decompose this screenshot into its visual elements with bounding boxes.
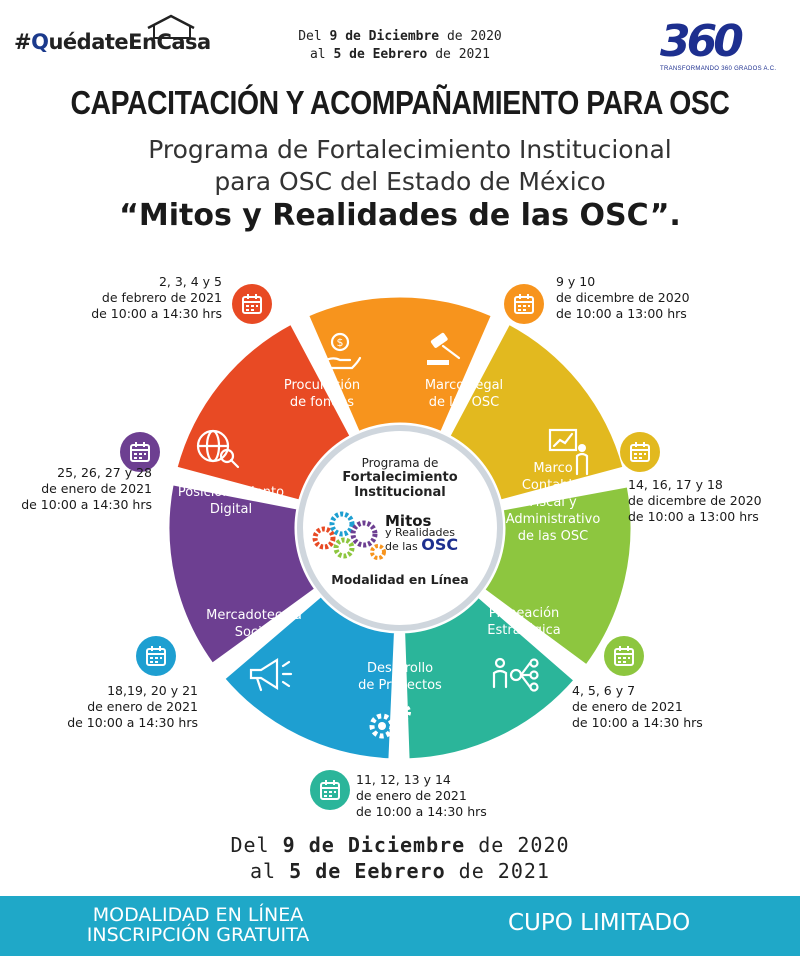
calendar-icon: [136, 636, 176, 676]
segment-label-line: Procuración: [283, 378, 361, 393]
segment-label: [464, 605, 584, 639]
schedule-text: [10, 465, 152, 513]
schedule-text: [572, 683, 712, 731]
schedule-text: [556, 274, 716, 322]
date-range-bottom: Del 9 de Diciembre de 2020 al 5 de Eebrero de 2021: [230, 833, 570, 883]
segment-label-line: Marco: [533, 461, 573, 476]
segment-label: [330, 660, 470, 694]
segment-label: [404, 377, 524, 411]
schedule-line: de 10:00 a 14:30 hrs: [67, 715, 198, 730]
schedule-line: de enero de 2021: [41, 481, 152, 496]
schedule-line: de enero de 2021: [87, 699, 198, 714]
main-heading: CAPACITACIÓN Y ACOMPAÑAMIENTO PARA OSC: [70, 84, 730, 121]
schedule-line: 2, 3, 4 y 5: [158, 274, 222, 289]
schedule-line: de enero de 2021: [572, 699, 683, 714]
segment-label-line: Marco Legal: [424, 378, 504, 393]
gavel-icon: [423, 330, 467, 375]
calendar-icon: [232, 284, 272, 324]
footer-left: MODALIDAD EN LÍNEA INSCRIPCIÓN GRATUITA: [86, 904, 310, 946]
schedule-text: [52, 683, 198, 731]
segment-label-line: Planeación: [488, 606, 560, 621]
schedule-line: 25, 26, 27 y 28: [57, 465, 152, 480]
program-title: Programa de Fortalecimiento Institucional para OSC del Estado de México: [148, 135, 672, 196]
program-subtitle: “Mitos y Realidades de las OSC”.: [119, 198, 681, 233]
segment-label-line: Estratégica: [487, 623, 561, 638]
segment-label-line: Mercadotecnia: [206, 608, 302, 623]
segment-label-line: de las OSC: [517, 529, 589, 544]
schedule-text: [80, 274, 222, 322]
schedule-text: [356, 772, 496, 820]
calendar-icon: [310, 770, 350, 810]
segment-label-line: de las OSC: [428, 395, 500, 410]
schedule-line: de febrero de 2021: [101, 290, 222, 305]
globe-search-icon: [195, 428, 241, 475]
schedule-line: 11, 12, 13 y 14: [356, 772, 451, 787]
center-title: Programa de Fortalecimiento Institucional: [342, 456, 458, 500]
presenter-chart-icon: [548, 428, 592, 481]
segment-label: [184, 607, 324, 641]
segment-label-line: de fondos: [289, 395, 355, 410]
schedule-line: de 10:00 a 13:00 hrs: [628, 509, 759, 524]
segment-label-line: Administrativo: [505, 512, 601, 527]
schedule-line: de dicembre de 2020: [556, 290, 690, 305]
money-hand-icon: [318, 332, 362, 377]
schedule-line: 14, 16, 17 y 18: [628, 477, 723, 492]
segment-label-line: Desarrollo: [366, 661, 434, 676]
segment-label-line: Fiscal y: [529, 495, 577, 510]
segment-label: [262, 377, 382, 411]
date-range-top: Del 9 de Diciembre de 2020 al 5 de Eebrero de 2021: [298, 29, 502, 62]
calendar-icon: [504, 284, 544, 324]
segment-label-line: Social: [234, 625, 274, 640]
calendar-icon: [604, 636, 644, 676]
schedule-line: de 10:00 a 13:00 hrs: [556, 306, 687, 321]
segment-label-line: de Proyectos: [358, 678, 442, 693]
hashtag: #QuédateEnCasa: [14, 30, 211, 54]
schedule-line: de 10:00 a 14:30 hrs: [572, 715, 703, 730]
schedule-line: de 10:00 a 14:30 hrs: [21, 497, 152, 512]
schedule-line: de 10:00 a 14:30 hrs: [91, 306, 222, 321]
people-network-icon: [492, 655, 542, 700]
schedule-line: 4, 5, 6 y 7: [572, 683, 636, 698]
schedule-line: 9 y 10: [556, 274, 596, 289]
footer-banner: [0, 896, 800, 956]
segment-label: [166, 484, 296, 518]
calendar-icon: [620, 432, 660, 472]
gears-icon: [364, 700, 416, 749]
segment-label-line: Posicionamiento: [177, 485, 285, 500]
svg-text:$: $: [336, 336, 344, 349]
schedule-line: de 10:00 a 14:30 hrs: [356, 804, 487, 819]
schedule-line: 18,19, 20 y 21: [107, 683, 198, 698]
gears-logo-icon: [312, 508, 386, 562]
schedule-line: de enero de 2021: [356, 788, 467, 803]
megaphone-icon: [247, 654, 297, 699]
segment-label-line: Digital: [209, 502, 253, 517]
schedule-text: [628, 477, 788, 525]
center-mode: Modalidad en Línea: [331, 572, 469, 587]
segment-label-line: Contable,: [521, 478, 585, 493]
center-logo-text: Mitos y Realidades de las OSC: [385, 512, 459, 554]
schedule-line: de dicembre de 2020: [628, 493, 762, 508]
logo-360: 360 TRANSFORMANDO 360 GRADOS A.C.: [660, 16, 777, 72]
footer-right: CUPO LIMITADO: [508, 910, 691, 936]
